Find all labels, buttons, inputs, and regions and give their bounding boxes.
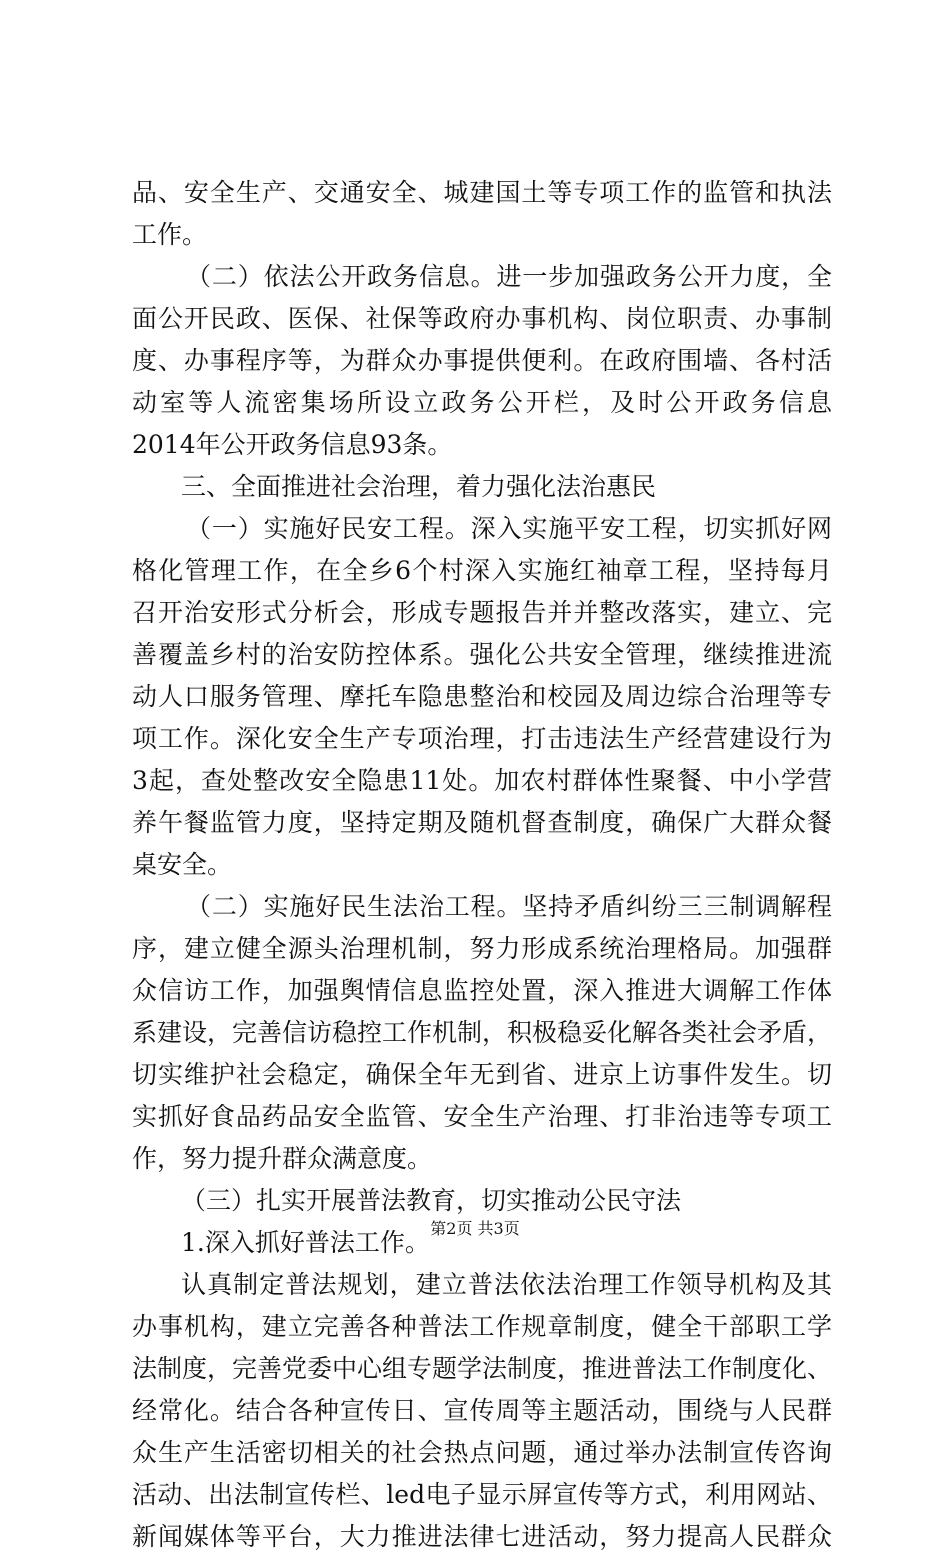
text-line: （一）实施好民安工程。深入实施平安工程，切实抓好网 (186, 514, 832, 543)
text-line: 活动、出法制宣传栏、led电子显示屏宣传等方式，利用网站、 (132, 1480, 832, 1509)
subsection-heading: 1.深入抓好普法工作。 (181, 1228, 430, 1257)
text-line: （二）实施好民生法治工程。坚持矛盾纠纷三三制调解程 (186, 892, 832, 921)
text-line: 动室等人流密集场所设立政务公开栏，及时公开政务信息 (132, 388, 832, 417)
text-line: 作，努力提升群众满意度。 (132, 1144, 433, 1173)
text-line: 养午餐监管力度，坚持定期及随机督查制度，确保广大群众餐 (132, 808, 832, 837)
text-line: 面公开民政、医保、社保等政府办事机构、岗位职责、办事制 (132, 304, 832, 333)
text-line: 众信访工作，加强舆情信息监控处置，深入推进大调解工作体 (132, 976, 832, 1005)
text-line: 品、安全生产、交通安全、城建国土等专项工作的监管和执法 (132, 178, 832, 207)
text-line: （二）依法公开政务信息。进一步加强政务公开力度，全 (186, 262, 832, 291)
text-line: 善覆盖乡村的治安防控体系。强化公共安全管理，继续推进流 (132, 640, 832, 669)
text-line: 格化管理工作，在全乡6个村深入实施红袖章工程，坚持每月 (132, 556, 832, 585)
text-line: 经常化。结合各种宣传日、宣传周等主题活动，围绕与人民群 (132, 1396, 832, 1425)
document-body (132, 172, 832, 1558)
text-line: 系建设，完善信访稳控工作机制，积极稳妥化解各类社会矛盾， (132, 1018, 832, 1047)
text-line: 动人口服务管理、摩托车隐患整治和校园及周边综合治理等专 (132, 682, 832, 711)
text-line: 项工作。深化安全生产专项治理，打击违法生产经营建设行为 (132, 724, 832, 753)
text-line: 众生产生活密切相关的社会热点问题，通过举办法制宣传咨询 (132, 1438, 832, 1467)
text-line: 召开治安形式分析会，形成专题报告并并整改落实，建立、完 (132, 598, 832, 627)
text-line: 认真制定普法规划，建立普法依法治理工作领导机构及其 (181, 1270, 832, 1299)
text-line: 序，建立健全源头治理机制，努力形成系统治理格局。加强群 (132, 934, 832, 963)
text-line: 法制度，完善党委中心组专题学法制度，推进普法工作制度化、 (132, 1354, 832, 1383)
text-line: 桌安全。 (132, 850, 233, 879)
text-line: 3起，查处整改安全隐患11处。加农村群体性聚餐、中小学营 (132, 766, 832, 795)
section-heading: 三、全面推进社会治理，着力强化法治惠民 (181, 472, 657, 501)
text-line: 度、办事程序等，为群众办事提供便利。在政府围墙、各村活 (132, 346, 832, 375)
text-line: 切实维护社会稳定，确保全年无到省、进京上访事件发生。切 (132, 1060, 832, 1089)
section-heading: （三）扎实开展普法教育，切实推动公民守法 (181, 1186, 682, 1215)
text-line: 新闻媒体等平台，大力推进法律七进活动，努力提高人民群众 (132, 1522, 832, 1551)
text-line: 实抓好食品药品安全监管、安全生产治理、打非治违等专项工 (132, 1102, 832, 1131)
text-line: 2014年公开政务信息93条。 (132, 430, 453, 459)
page-number-footer: 第2页 共3页 (430, 1219, 520, 1238)
text-line: 工作。 (132, 220, 208, 249)
text-line: 办事机构，建立完善各种普法工作规章制度，健全干部职工学 (132, 1312, 832, 1341)
